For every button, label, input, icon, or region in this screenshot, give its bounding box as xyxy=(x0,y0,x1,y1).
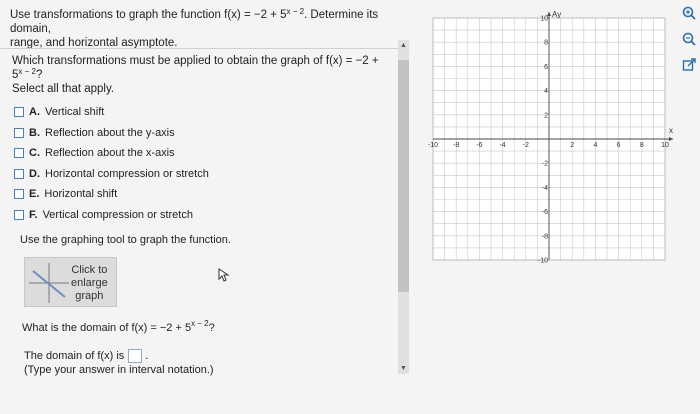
option-f[interactable] xyxy=(14,205,209,226)
option-label: Vertical compression or stretch xyxy=(42,208,193,221)
checkbox[interactable] xyxy=(14,128,24,138)
scrollbar-thumb[interactable] xyxy=(398,60,409,292)
option-c[interactable] xyxy=(14,143,209,164)
option-letter: C. xyxy=(29,147,40,160)
x-tick-label: 2 xyxy=(570,142,575,149)
problem-statement xyxy=(10,8,395,50)
y-tick-label: -8 xyxy=(541,233,548,241)
option-b[interactable] xyxy=(14,123,209,144)
option-label: Horizontal compression or stretch xyxy=(45,167,209,180)
y-tick-label: 8 xyxy=(544,39,548,47)
x-tick-label: 4 xyxy=(593,142,598,149)
option-letter: A. xyxy=(29,106,40,119)
graph-grid[interactable] xyxy=(425,8,679,268)
x-axis-label: x xyxy=(669,126,673,135)
x-tick-label: -2 xyxy=(522,142,529,149)
checkbox[interactable] xyxy=(14,189,24,199)
option-label: Reflection about the x-axis xyxy=(45,147,175,160)
zoom-in-icon[interactable] xyxy=(682,6,696,20)
popout-icon[interactable] xyxy=(682,58,696,72)
thumb-line1: Click to xyxy=(71,264,108,276)
graph-thumbnail-icon xyxy=(27,261,71,305)
scroll-down-icon[interactable]: ▼ xyxy=(400,365,407,372)
y-tick-label: 6 xyxy=(544,63,548,71)
stem-line2: range, and horizontal asymptote. xyxy=(10,37,178,49)
coordinate-graph[interactable] xyxy=(425,8,679,268)
thumb-line3: graph xyxy=(75,290,104,302)
y-tick-label: -4 xyxy=(541,184,548,192)
checkbox[interactable] xyxy=(14,169,24,179)
option-letter: D. xyxy=(29,167,40,180)
domain-question-text: What is the domain of f(x) = −2 + 5 xyxy=(22,322,192,334)
option-letter: E. xyxy=(29,188,40,201)
y-tick-label: 4 xyxy=(544,88,548,96)
enlarge-graph-label xyxy=(71,264,108,303)
domain-answer-row xyxy=(24,349,148,363)
option-d[interactable] xyxy=(14,164,209,185)
domain-question-mark: ? xyxy=(208,322,215,334)
domain-answer-input[interactable] xyxy=(128,349,142,363)
y-tick-label: -2 xyxy=(541,160,548,168)
vertical-scrollbar[interactable] xyxy=(398,40,409,374)
checkbox[interactable] xyxy=(14,148,24,158)
options-list xyxy=(14,102,209,225)
domain-answer-suffix: . xyxy=(145,350,149,362)
domain-exponent: x − 2 xyxy=(191,319,209,328)
y-tick-label: -6 xyxy=(541,209,548,217)
option-letter: B. xyxy=(29,126,40,139)
y-tick-label: 2 xyxy=(544,112,548,120)
thumb-line2: enlarge xyxy=(71,277,108,289)
question-mark: ? xyxy=(35,69,43,81)
domain-answer-prefix: The domain of f(x) is xyxy=(24,350,125,362)
graph-instruction: Use the graphing tool to graph the function. xyxy=(20,234,231,246)
question-exponent: x − 2 xyxy=(18,67,36,76)
option-label: Reflection about the y-axis xyxy=(45,126,175,139)
mouse-cursor-icon xyxy=(218,268,230,282)
option-e[interactable] xyxy=(14,184,209,205)
x-tick-label: 8 xyxy=(639,142,644,149)
option-label: Vertical shift xyxy=(45,106,105,119)
divider xyxy=(0,48,398,49)
y-axis-label: Ay xyxy=(552,10,562,19)
graph-toolbar xyxy=(682,6,700,84)
y-tick-label: 10 xyxy=(540,15,548,23)
answer-hint: (Type your answer in interval notation.) xyxy=(24,364,214,376)
x-tick-label: 10 xyxy=(661,142,669,149)
stem-text: Use transformations to graph the function f(x) = −2 + 5 xyxy=(10,9,287,21)
option-label: Horizontal shift xyxy=(44,188,118,201)
checkbox[interactable] xyxy=(14,210,24,220)
question-text: Which transformations must be applied to obtain the graph of f(x) = −2 + 5 xyxy=(12,55,379,81)
option-a[interactable] xyxy=(14,102,209,123)
enlarge-graph-button[interactable] xyxy=(24,257,117,307)
x-tick-label: -4 xyxy=(499,142,506,149)
stem-exponent: x − 2 xyxy=(286,7,305,16)
domain-question xyxy=(22,319,215,334)
checkbox[interactable] xyxy=(14,107,24,117)
x-tick-label: -6 xyxy=(476,142,483,149)
scroll-up-icon[interactable]: ▲ xyxy=(400,42,407,49)
select-all-instruction: Select all that apply. xyxy=(12,83,115,95)
x-tick-label: -8 xyxy=(453,142,460,149)
x-tick-label: 6 xyxy=(616,142,621,149)
x-tick-label: -10 xyxy=(427,142,439,149)
x-axis-arrow xyxy=(669,137,673,141)
stem-text-end: . Determine its domain, xyxy=(10,9,379,35)
option-letter: F. xyxy=(29,208,38,221)
transformations-question xyxy=(12,54,392,96)
zoom-out-icon[interactable] xyxy=(682,32,696,46)
y-tick-label: -10 xyxy=(537,257,548,265)
